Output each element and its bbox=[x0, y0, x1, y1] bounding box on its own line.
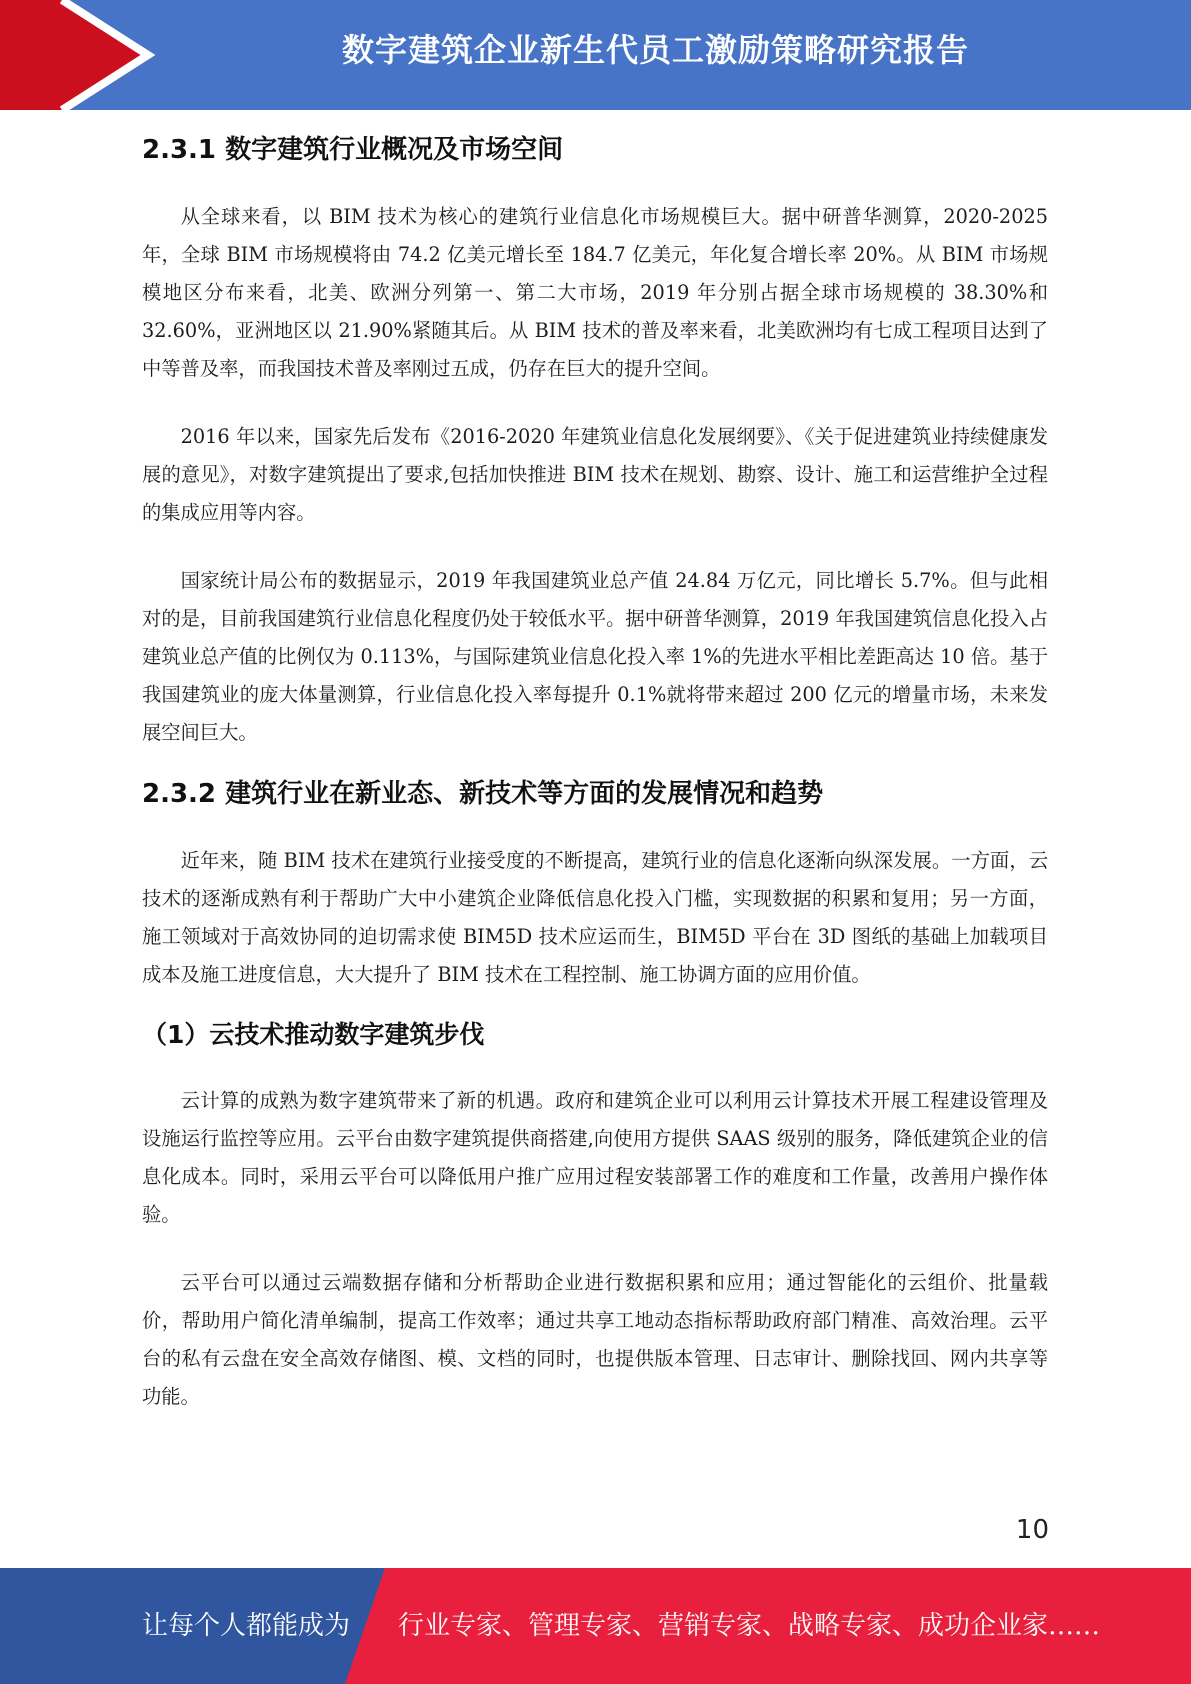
footer-banner bbox=[0, 1568, 1191, 1684]
paragraph: 近年来，随 BIM 技术在建筑行业接受度的不断提高，建筑行业的信息化逐渐向纵深发展。一方面，云技术的逐渐成熟有利于帮助广大中小建筑企业降低信息化投入门槛，实现数据的积累和复用；另一方面，施工领域对于高效协同的迫切需求使 BIM5D 技术应运而生，BIM5D 平台在 3D 图纸的基础上加载项目成本及施工进度信息，大大提升了 BIM 技术在工程控制、施工协调方面的应用价值。 bbox=[142, 849, 1048, 986]
footer-slogan-right: 行业专家、管理专家、营销专家、战略专家、成功企业家…… bbox=[398, 1611, 1101, 1641]
paragraph: 从全球来看，以 BIM 技术为核心的建筑行业信息化市场规模巨大。据中研普华测算，2020-2025 年，全球 BIM 市场规模将由 74.2 亿美元增长至 184.7 亿美元，年化复合增长率 20%。从 BIM 市场规模地区分布来看，北美、欧洲分列第一、第二大市场，2019 年分别占据全球市场规模的 38.30%和 32.60%，亚洲地区以 21.90%紧随其后。从 BIM 技术的普及率来看，北美欧洲均有七成工程项目达到了中等普及率，而我国技术普及率刚过五成，仍存在巨大的提升空间。 bbox=[142, 205, 1048, 380]
page-number: 10 bbox=[1015, 1515, 1049, 1545]
subsection-heading-cloud: （1）云技术推动数字建筑步伐 bbox=[142, 1020, 485, 1049]
footer-slogan-left: 让每个人都能成为 bbox=[142, 1611, 351, 1641]
report-title: 数字建筑企业新生代员工激励策略研究报告 bbox=[341, 31, 969, 69]
section-heading-2-3-1: 2.3.1 数字建筑行业概况及市场空间 bbox=[142, 135, 564, 165]
paragraph: 国家统计局公布的数据显示，2019 年我国建筑业总产值 24.84 万亿元，同比增长 5.7%。但与此相对的是，目前我国建筑行业信息化程度仍处于较低水平。据中研普华测算，2019 年我国建筑信息化投入占建筑业总产值的比例仅为 0.113%，与国际建筑业信息化投入率 1%的先进水平相比差距高达 10 倍。基于我国建筑业的庞大体量测算，行业信息化投入率每提升 0.1%就将带来超过 200 亿元的增量市场，未来发展空间巨大。 bbox=[142, 569, 1048, 744]
paragraph: 云计算的成熟为数字建筑带来了新的机遇。政府和建筑企业可以利用云计算技术开展工程建设管理及设施运行监控等应用。云平台由数字建筑提供商搭建,向使用方提供 SAAS 级别的服务，降低建筑企业的信息化成本。同时，采用云平台可以降低用户推广应用过程安装部署工作的难度和工作量，改善用户操作体验。 bbox=[142, 1089, 1048, 1226]
section-heading-2-3-2: 2.3.2 建筑行业在新业态、新技术等方面的发展情况和趋势 bbox=[142, 779, 824, 809]
page-content bbox=[142, 120, 1048, 1416]
red-arrow-ribbon-icon bbox=[0, 0, 160, 110]
paragraph: 2016 年以来，国家先后发布《2016-2020 年建筑业信息化发展纲要》、《关于促进建筑业持续健康发展的意见》，对数字建筑提出了要求,包括加快推进 BIM 技术在规划、勘察、设计、施工和运营维护全过程的集成应用等内容。 bbox=[142, 425, 1048, 524]
header-banner bbox=[0, 0, 1191, 110]
paragraph: 云平台可以通过云端数据存储和分析帮助企业进行数据积累和应用；通过智能化的云组价、批量载价，帮助用户简化清单编制，提高工作效率；通过共享工地动态指标帮助政府部门精准、高效治理。云平台的私有云盘在安全高效存储图、模、文档的同时，也提供版本管理、日志审计、删除找回、网内共享等功能。 bbox=[142, 1271, 1048, 1408]
